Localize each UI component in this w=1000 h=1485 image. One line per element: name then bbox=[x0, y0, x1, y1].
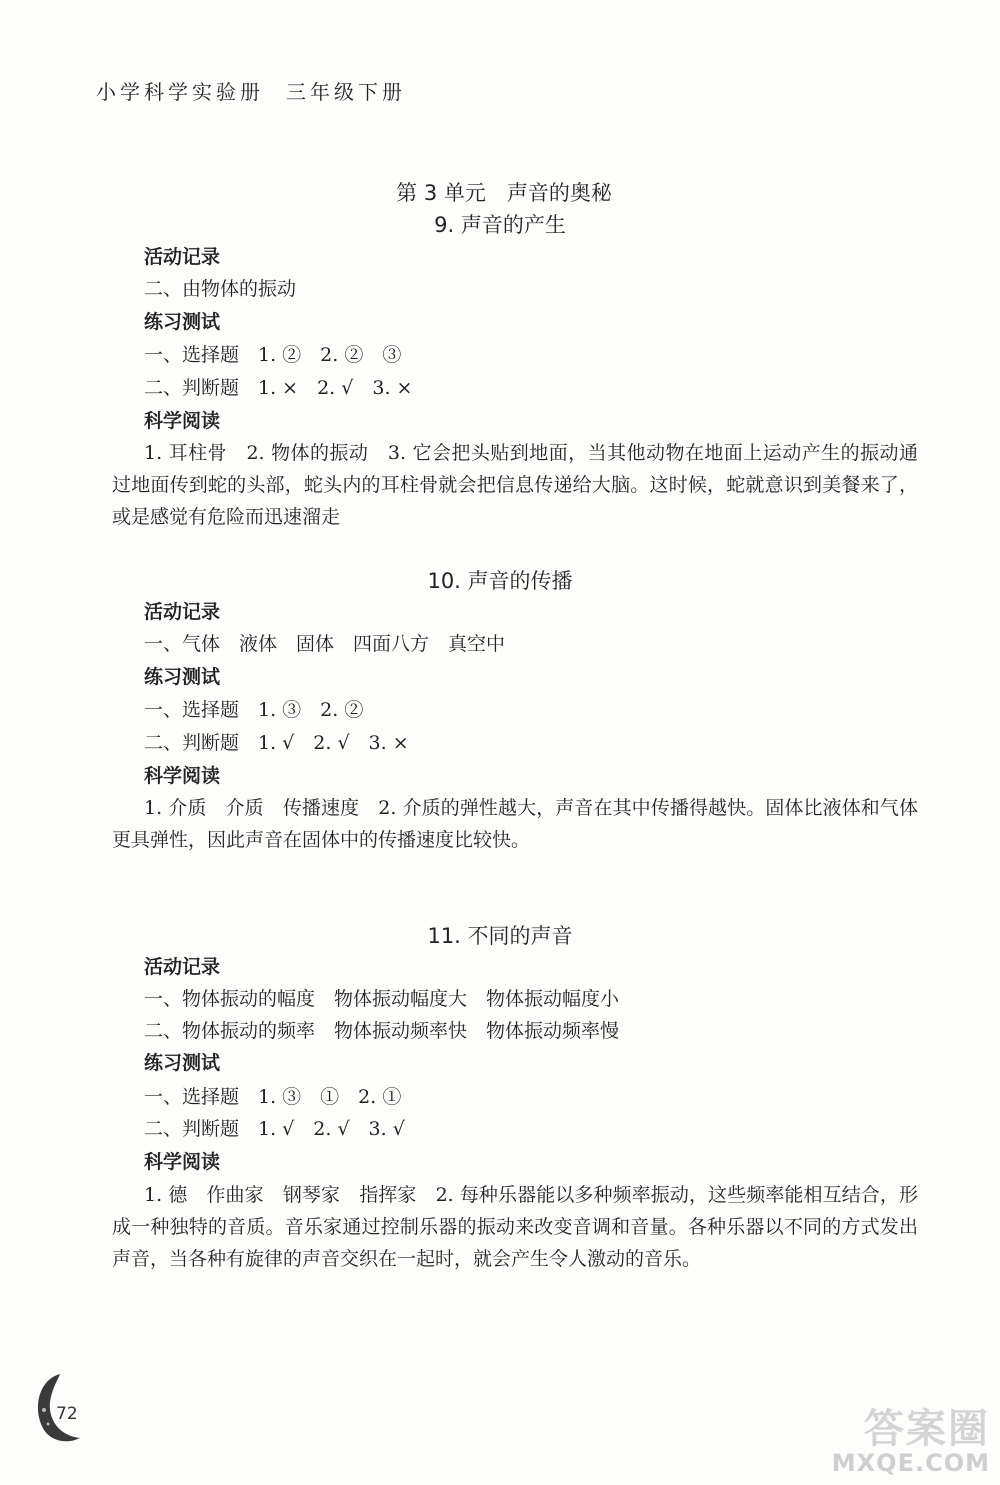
lesson-11-practice-line-2: 二、判断题 1. √ 2. √ 3. √ bbox=[144, 1118, 405, 1140]
unit-title: 第 3 单元 声音的奥秘 bbox=[396, 181, 612, 205]
running-header bbox=[96, 76, 406, 105]
lesson-10-reading-label: 科学阅读 bbox=[144, 765, 221, 787]
lesson-10-title: 10. 声音的传播 bbox=[427, 569, 573, 593]
lesson-9-practice-line-1: 一、选择题 1. ② 2. ② ③ bbox=[144, 344, 402, 366]
lesson-10-practice-label: 练习测试 bbox=[144, 666, 221, 688]
lesson-9-practice-line-2: 二、判断题 1. × 2. √ 3. × bbox=[144, 377, 413, 399]
page-number: 72 bbox=[56, 1404, 78, 1424]
lesson-11-activity-line-2: 二、物体振动的频率 物体振动频率快 物体振动频率慢 bbox=[144, 1020, 620, 1042]
lesson-9-title: 9. 声音的产生 bbox=[434, 213, 566, 237]
lesson-11-practice-label: 练习测试 bbox=[144, 1052, 221, 1074]
lesson-9-activity-label: 活动记录 bbox=[144, 246, 221, 268]
lesson-9-reading-label: 科学阅读 bbox=[144, 410, 221, 432]
lesson-10-practice-line-1: 一、选择题 1. ③ 2. ② bbox=[144, 699, 364, 721]
watermark-top-text: 答案圈 bbox=[864, 1406, 990, 1452]
lesson-10-reading-paragraph: 1. 介质 介质 传播速度 2. 介质的弹性越大，声音在其中传播得越快。固体比液体和气体更具弹性，因此声音在固体中的传播速度比较快。 bbox=[112, 797, 918, 851]
page-number-badge bbox=[30, 1370, 90, 1450]
lesson-11-activity-line-1: 一、物体振动的幅度 物体振动幅度大 物体振动幅度小 bbox=[144, 988, 620, 1010]
lesson-9-practice-label: 练习测试 bbox=[144, 311, 221, 333]
lesson-11-title: 11. 不同的声音 bbox=[427, 924, 573, 948]
lesson-9-reading-paragraph: 1. 耳柱骨 2. 物体的振动 3. 它会把头贴到地面，当其他动物在地面上运动产生的振动通过地面传到蛇的头部，蛇头内的耳柱骨就会把信息传递给大脑。这时候，蛇就意识到美餐来了，或是感觉有危险而迅速溜走 bbox=[112, 442, 918, 528]
watermark-bottom-text: MXQE.COM bbox=[831, 1449, 990, 1477]
lesson-11-reading-label: 科学阅读 bbox=[144, 1151, 221, 1173]
lesson-9-activity-line-1: 二、由物体的振动 bbox=[144, 278, 297, 300]
lesson-10-practice-line-2: 二、判断题 1. √ 2. √ 3. × bbox=[144, 732, 409, 754]
lesson-10-activity-label: 活动记录 bbox=[144, 601, 221, 623]
watermark bbox=[800, 1397, 990, 1477]
lesson-10-activity-line-1: 一、气体 液体 固体 四面八方 真空中 bbox=[144, 633, 506, 655]
book-title: 小学科学实验册 bbox=[96, 80, 264, 104]
grade-title: 三年级下册 bbox=[286, 80, 406, 104]
lesson-11-reading-paragraph: 1. 德 作曲家 钢琴家 指挥家 2. 每种乐器能以多种频率振动，这些频率能相互结合，形成一种独特的音质。音乐家通过控制乐器的振动来改变音调和音量。各种乐器以不同的方式发出声音，当各种有旋律的声音交织在一起时，就会产生令人激动的音乐。 bbox=[112, 1184, 918, 1270]
lesson-11-practice-line-1: 一、选择题 1. ③ ① 2. ① bbox=[144, 1086, 402, 1108]
lesson-11-activity-label: 活动记录 bbox=[144, 956, 221, 978]
